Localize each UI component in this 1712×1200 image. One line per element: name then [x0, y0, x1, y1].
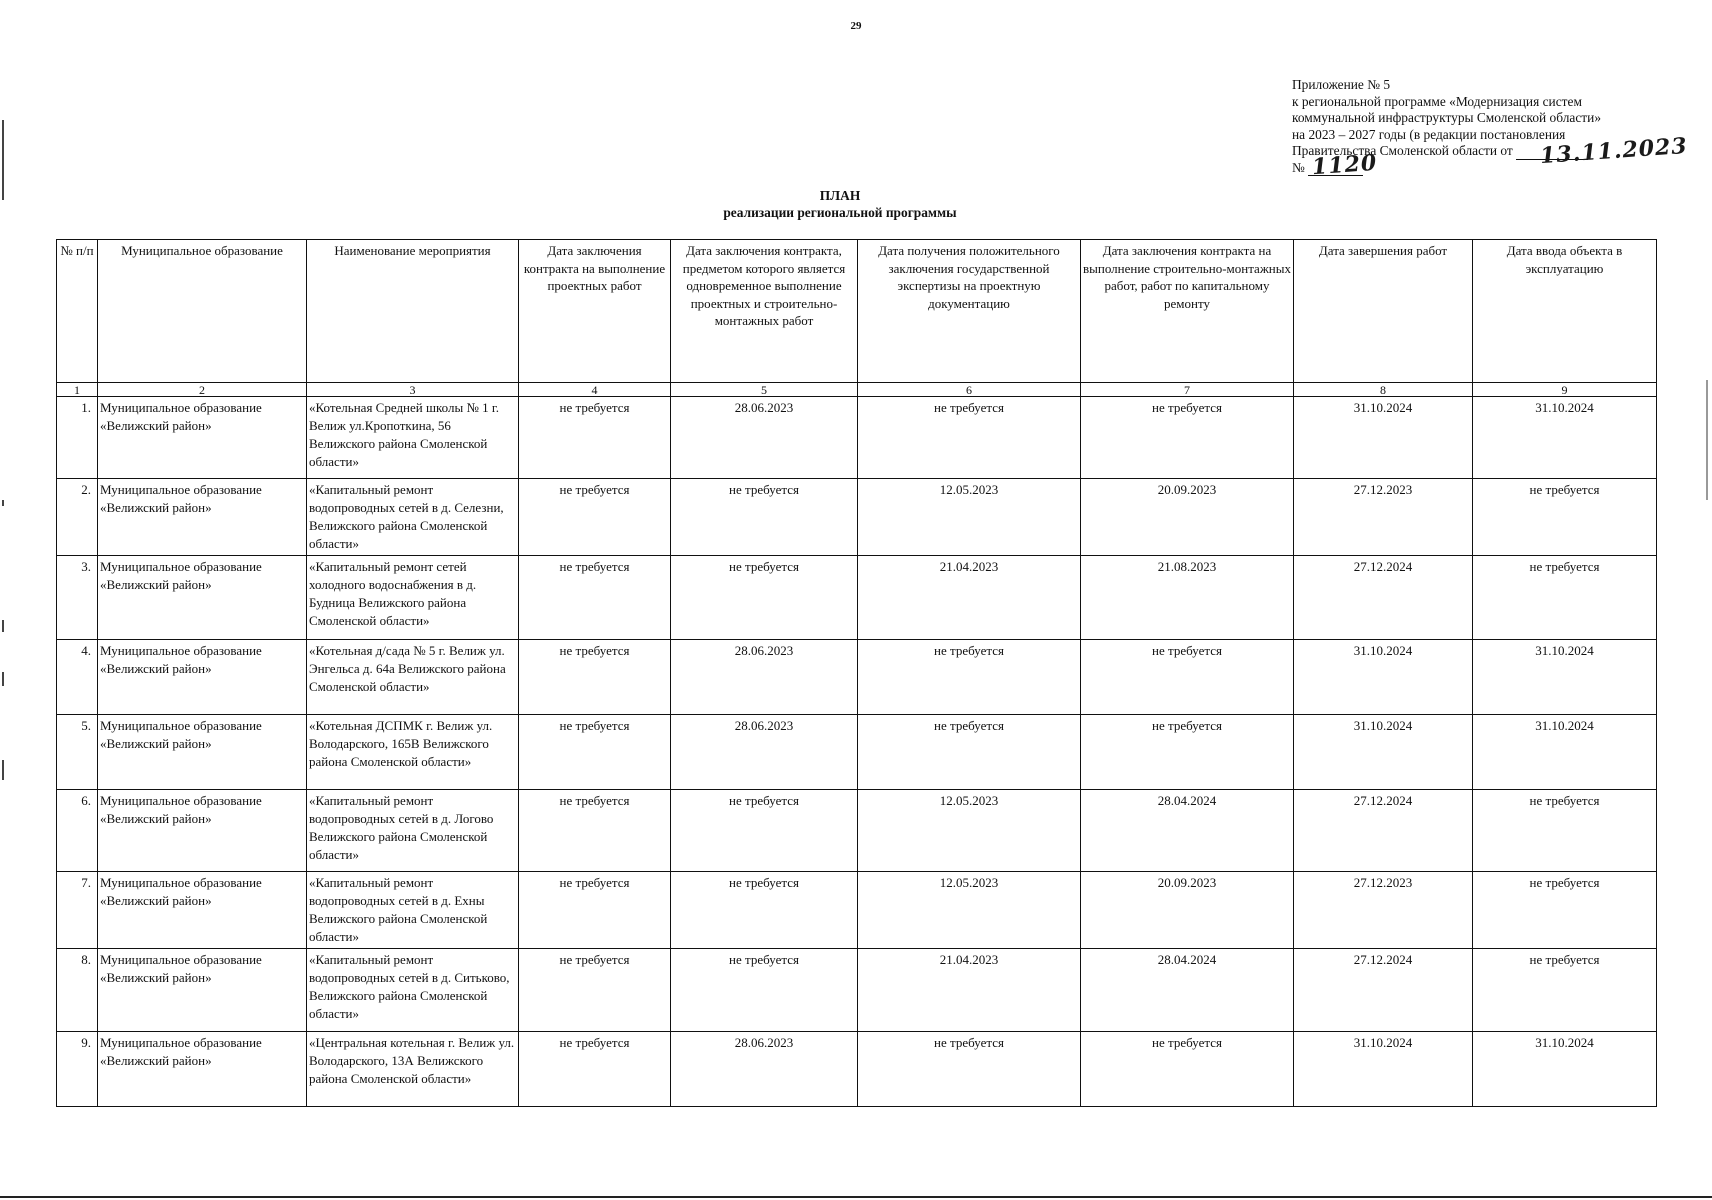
- expertise-date: 12.05.2023: [858, 479, 1081, 556]
- document-title: [600, 187, 1080, 221]
- plan-table: [56, 239, 1657, 1107]
- table-row: [57, 640, 1657, 715]
- construction-contract-date: не требуется: [1081, 715, 1294, 790]
- header-cell: Дата получения положительного заключения государственной экспертизы на проектную документацию: [858, 240, 1081, 383]
- row-number: 3.: [57, 556, 98, 640]
- construction-contract-date: не требуется: [1081, 1032, 1294, 1107]
- measure-name-cell: «Капитальный ремонт водопроводных сетей в д. Логово Велижского района Смоленской области»: [307, 790, 519, 872]
- municipality-cell: Муниципальное образование «Велижский район»: [98, 949, 307, 1032]
- header-cell: Дата завершения работ: [1294, 240, 1473, 383]
- expertise-date: 21.04.2023: [858, 949, 1081, 1032]
- expertise-date: 12.05.2023: [858, 790, 1081, 872]
- measure-name-cell: «Капитальный ремонт водопроводных сетей в д. Ситьково, Велижского района Смоленской области»: [307, 949, 519, 1032]
- measure-name-cell: «Котельная д/сада № 5 г. Велиж ул. Энгельса д. 64а Велижского района Смоленской области»: [307, 640, 519, 715]
- table-row: [57, 479, 1657, 556]
- header-cell: Дата заключения контракта на выполнение проектных работ: [519, 240, 671, 383]
- municipality-cell: Муниципальное образование «Велижский район»: [98, 556, 307, 640]
- commissioning-date: 31.10.2024: [1473, 640, 1657, 715]
- commissioning-date: не требуется: [1473, 872, 1657, 949]
- column-number-row: [57, 383, 1657, 397]
- combined-contract-date: 28.06.2023: [671, 397, 858, 479]
- row-number: 9.: [57, 1032, 98, 1107]
- commissioning-date: не требуется: [1473, 949, 1657, 1032]
- table-row: [57, 1032, 1657, 1107]
- column-number: 1: [57, 383, 98, 397]
- header-cell: № п/п: [57, 240, 98, 383]
- header-cell: Муниципальное образование: [98, 240, 307, 383]
- design-contract-date: не требуется: [519, 1032, 671, 1107]
- row-number: 2.: [57, 479, 98, 556]
- appendix-line-3: коммунальной инфраструктуры Смоленской области»: [1292, 110, 1602, 125]
- completion-date: 31.10.2024: [1294, 397, 1473, 479]
- commissioning-date: 31.10.2024: [1473, 1032, 1657, 1107]
- municipality-cell: Муниципальное образование «Велижский район»: [98, 397, 307, 479]
- completion-date: 27.12.2024: [1294, 949, 1473, 1032]
- header-cell: Наименование мероприятия: [307, 240, 519, 383]
- column-number: 6: [858, 383, 1081, 397]
- table-row: [57, 397, 1657, 479]
- title-line-1: ПЛАН: [819, 188, 861, 203]
- handwritten-date: 13.11.2023: [1539, 132, 1689, 170]
- appendix-line-2: к региональной программе «Модернизация систем: [1292, 93, 1582, 109]
- combined-contract-date: не требуется: [671, 479, 858, 556]
- municipality-cell: Муниципальное образование «Велижский район»: [98, 479, 307, 556]
- column-number: 5: [671, 383, 858, 397]
- appendix-note: [1292, 77, 1692, 181]
- table-row: [57, 949, 1657, 1032]
- completion-date: 27.12.2024: [1294, 790, 1473, 872]
- row-number: 5.: [57, 715, 98, 790]
- design-contract-date: не требуется: [519, 715, 671, 790]
- municipality-cell: Муниципальное образование «Велижский район»: [98, 872, 307, 949]
- completion-date: 27.12.2023: [1294, 872, 1473, 949]
- commissioning-date: не требуется: [1473, 479, 1657, 556]
- column-number: 8: [1294, 383, 1473, 397]
- completion-date: 27.12.2024: [1294, 556, 1473, 640]
- commissioning-date: не требуется: [1473, 790, 1657, 872]
- appendix-line-6-prefix: №: [1292, 159, 1305, 175]
- bottom-edge-line: [0, 1196, 1712, 1198]
- design-contract-date: не требуется: [519, 397, 671, 479]
- expertise-date: не требуется: [858, 1032, 1081, 1107]
- completion-date: 27.12.2023: [1294, 479, 1473, 556]
- measure-name-cell: «Центральная котельная г. Велиж ул. Володарского, 13А Велижского района Смоленской области»: [307, 1032, 519, 1107]
- table-row: [57, 790, 1657, 872]
- measure-name-cell: «Котельная Средней школы № 1 г. Велиж ул.Кропоткина, 56 Велижского района Смоленской области»: [307, 397, 519, 479]
- table-row: [57, 872, 1657, 949]
- handwritten-number: 1120: [1311, 149, 1379, 181]
- appendix-line-1: Приложение № 5: [1292, 77, 1391, 92]
- expertise-date: не требуется: [858, 397, 1081, 479]
- page-number: 29: [850, 20, 862, 32]
- design-contract-date: не требуется: [519, 479, 671, 556]
- header-cell: Дата ввода объекта в эксплуатацию: [1473, 240, 1657, 383]
- combined-contract-date: не требуется: [671, 556, 858, 640]
- completion-date: 31.10.2024: [1294, 715, 1473, 790]
- expertise-date: не требуется: [858, 715, 1081, 790]
- completion-date: 31.10.2024: [1294, 640, 1473, 715]
- municipality-cell: Муниципальное образование «Велижский район»: [98, 790, 307, 872]
- measure-name-cell: «Капитальный ремонт сетей холодного водоснабжения в д. Будница Велижского района Смоленской области»: [307, 556, 519, 640]
- combined-contract-date: не требуется: [671, 872, 858, 949]
- row-number: 8.: [57, 949, 98, 1032]
- row-number: 1.: [57, 397, 98, 479]
- header-cell: Дата заключения контракта, предметом которого является одновременное выполнение проектных и строительно-монтажных работ: [671, 240, 858, 383]
- construction-contract-date: не требуется: [1081, 640, 1294, 715]
- column-number: 4: [519, 383, 671, 397]
- title-line-2: реализации региональной программы: [723, 205, 957, 220]
- row-number: 4.: [57, 640, 98, 715]
- construction-contract-date: не требуется: [1081, 397, 1294, 479]
- construction-contract-date: 28.04.2024: [1081, 790, 1294, 872]
- municipality-cell: Муниципальное образование «Велижский район»: [98, 1032, 307, 1107]
- header-cell: Дата заключения контракта на выполнение строительно-монтажных работ, работ по капитальному ремонту: [1081, 240, 1294, 383]
- municipality-cell: Муниципальное образование «Велижский район»: [98, 715, 307, 790]
- column-number: 3: [307, 383, 519, 397]
- expertise-date: 12.05.2023: [858, 872, 1081, 949]
- combined-contract-date: 28.06.2023: [671, 640, 858, 715]
- appendix-line-4: на 2023 – 2027 годы (в редакции постановления: [1292, 126, 1566, 142]
- construction-contract-date: 20.09.2023: [1081, 479, 1294, 556]
- scan-margin-marks: [0, 60, 10, 960]
- commissioning-date: не требуется: [1473, 556, 1657, 640]
- row-number: 7.: [57, 872, 98, 949]
- construction-contract-date: 28.04.2024: [1081, 949, 1294, 1032]
- measure-name-cell: «Котельная ДСПМК г. Велиж ул. Володарского, 165В Велижского района Смоленской области»: [307, 715, 519, 790]
- column-number: 9: [1473, 383, 1657, 397]
- construction-contract-date: 21.08.2023: [1081, 556, 1294, 640]
- table-row: [57, 715, 1657, 790]
- expertise-date: 21.04.2023: [858, 556, 1081, 640]
- commissioning-date: 31.10.2024: [1473, 715, 1657, 790]
- commissioning-date: 31.10.2024: [1473, 397, 1657, 479]
- column-number: 7: [1081, 383, 1294, 397]
- combined-contract-date: не требуется: [671, 790, 858, 872]
- design-contract-date: не требуется: [519, 556, 671, 640]
- column-number: 2: [98, 383, 307, 397]
- design-contract-date: не требуется: [519, 872, 671, 949]
- design-contract-date: не требуется: [519, 790, 671, 872]
- design-contract-date: не требуется: [519, 949, 671, 1032]
- row-number: 6.: [57, 790, 98, 872]
- table-header-row: [57, 240, 1657, 383]
- municipality-cell: Муниципальное образование «Велижский район»: [98, 640, 307, 715]
- combined-contract-date: 28.06.2023: [671, 1032, 858, 1107]
- measure-name-cell: «Капитальный ремонт водопроводных сетей в д. Селезни, Велижского района Смоленской области»: [307, 479, 519, 556]
- appendix-line-5-prefix: Правительства Смоленской области от: [1292, 143, 1513, 158]
- measure-name-cell: «Капитальный ремонт водопроводных сетей в д. Ехны Велижского района Смоленской области»: [307, 872, 519, 949]
- scan-edge-mark: [1706, 380, 1708, 500]
- combined-contract-date: 28.06.2023: [671, 715, 858, 790]
- expertise-date: не требуется: [858, 640, 1081, 715]
- table-row: [57, 556, 1657, 640]
- completion-date: 31.10.2024: [1294, 1032, 1473, 1107]
- design-contract-date: не требуется: [519, 640, 671, 715]
- combined-contract-date: не требуется: [671, 949, 858, 1032]
- construction-contract-date: 20.09.2023: [1081, 872, 1294, 949]
